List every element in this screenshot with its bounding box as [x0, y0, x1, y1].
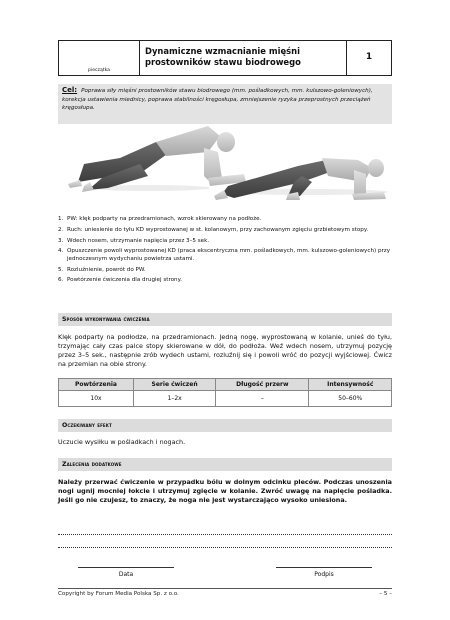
stamp-cell [59, 41, 140, 75]
page-title: Dynamiczne wzmacnianie mięśni prostowników stawu biodrowego [145, 46, 301, 67]
table-cell: – [216, 391, 309, 407]
date-line [78, 567, 174, 569]
recommendations-text: Należy przerwać ćwiczenie w przypadku bólu w dolnym odcinku pleców. Podczas unoszenia nogi ugnij mocniej łokcie i utrzymuj zgięcie w kolanie. Zwróć uwagę na napięcie pośladka. Jeśli go nie czujesz, to znaczy, że noga nie jest wystarczająco wysoko uniesiona. [58, 478, 392, 504]
method-text: Klęk podparty na podłodze, na przedramionach. Jedną nogę, wyprostowaną w kolanie, unieś do tyłu, trzymając cały czas palce stopy skierowane w dół, do podłoża. Weź wdech nosem, utrzymuj pozycję przez 3–5 sek., następnie zrób wydech ustami, rozluźnij się i powoli wróć do pozycji wyjściowej. Ćwicz na przemian na obie strony. [58, 333, 392, 368]
exercise-illustration [58, 112, 392, 202]
table-cell: 1–2x [133, 391, 215, 407]
effect-text: Uczucie wysiłku w pośladkach i nogach. [58, 438, 186, 446]
goal-text: Poprawa siły mięśni prostowników stawu biodrowego (mm. pośladkowych, mm. kulszowo-goleniowych), korekcja ustawienia miednicy, poprawa stabilności kręgosłupa, zmniejszenie ryzyka przeprostnych przeciążeń kręgosłupa. [62, 88, 373, 112]
table-cell: 10x [59, 391, 134, 407]
date-label: Data [118, 571, 134, 578]
table-row [59, 391, 392, 407]
footer-rule [58, 588, 392, 590]
table-cell: 50–60% [309, 391, 392, 407]
copyright-text: Copyright by Forum Media Polska Sp. z o.o. [58, 591, 179, 597]
dotted-line [58, 547, 392, 549]
signature-label: Podpis [314, 571, 334, 578]
exercise-number: 1 [365, 52, 373, 62]
number-cell [346, 41, 391, 75]
step-item: 5. Rozluźnienie, powrót do PW. [58, 266, 146, 273]
signature-line [276, 567, 372, 569]
method-heading: Sposób wykonywania ćwiczenia [58, 313, 392, 326]
stamp-label: pieczątka [88, 68, 110, 73]
header-box [58, 40, 392, 76]
step-item: 3. Wdech nosem, utrzymanie napięcia przez 3–5 sek. [58, 237, 210, 244]
recommendations-heading: Zalecenia dodatkowe [58, 458, 392, 471]
step-item: 1. PW: klęk podparty na przedramionach, wzrok skierowany na podłoże. [58, 216, 262, 222]
table-header-cell: Długość przerw [216, 379, 309, 391]
step-item: 2. Ruch: uniesienie do tyłu KD wyprostowanej w st. kolanowym, przy zachowanym zgięciu grzbietowym stopy. [58, 226, 369, 233]
dotted-line [58, 534, 392, 536]
table-header-row [59, 379, 392, 391]
table-header-cell: Powtórzenia [59, 379, 134, 391]
effect-heading: Oczekiwany efekt [58, 419, 392, 432]
figure-start-position [68, 126, 246, 192]
table-header-cell: Intensywność [309, 379, 392, 391]
step-item: 4. Opuszczenie powoli wyprostowanej KD (praca ekscentryczna mm. pośladkowych, mm. kulszowo-goleniowych) przy jednoczesnym wydychaniu powietrza ustami. [58, 248, 391, 262]
parameters-table [58, 378, 392, 407]
goal-label: Cel: [62, 86, 78, 94]
table-header-cell: Serie ćwiczeń [133, 379, 215, 391]
page-number: – 5 – [379, 591, 392, 597]
steps-list [58, 216, 392, 288]
step-item: 6. Powtórzenie ćwiczenia dla drugiej strony. [58, 277, 182, 284]
